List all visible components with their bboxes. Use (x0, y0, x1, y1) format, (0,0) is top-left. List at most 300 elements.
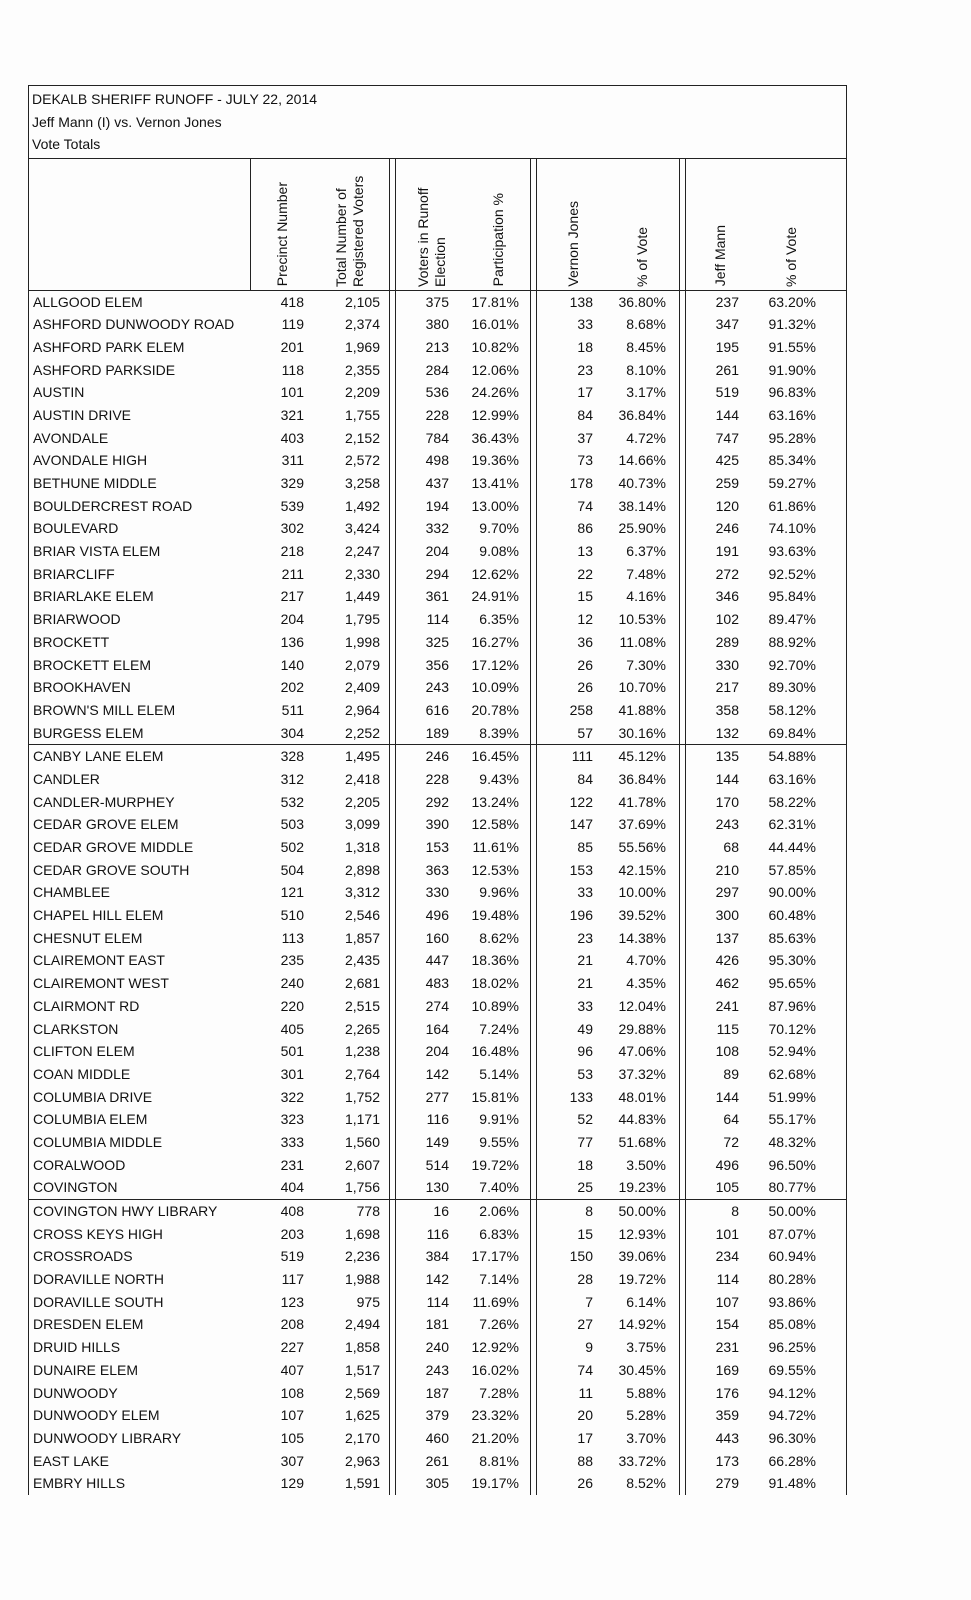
table-row (29, 404, 846, 427)
registered-voters: 2,546 (344, 907, 380, 924)
table-row (29, 1086, 846, 1109)
precinct-name: COAN MIDDLE (33, 1065, 131, 1082)
participation-pct: 7.40% (479, 1179, 519, 1196)
jones-pct: 37.69% (618, 816, 666, 833)
jones-pct: 4.16% (626, 588, 666, 605)
participation-pct: 13.41% (471, 475, 519, 491)
mann-pct: 91.48% (768, 1475, 816, 1492)
runoff-voters: 784 (425, 429, 449, 446)
jones-votes: 133 (569, 1088, 593, 1105)
registered-voters: 2,247 (344, 543, 380, 560)
mann-pct: 74.10% (768, 520, 816, 537)
registered-voters: 2,607 (344, 1156, 380, 1173)
runoff-voters: 181 (425, 1316, 449, 1333)
table-row (29, 1018, 846, 1041)
jones-votes: 33 (577, 884, 593, 901)
mann-pct: 95.30% (768, 952, 816, 969)
runoff-voters: 305 (425, 1475, 449, 1492)
runoff-voters: 243 (425, 679, 449, 696)
jones-pct: 25.90% (618, 520, 666, 537)
registered-voters: 2,572 (344, 452, 380, 469)
precinct-name: CHESNUT ELEM (33, 929, 143, 946)
participation-pct: 18.02% (471, 975, 519, 992)
jones-votes: 74 (577, 497, 593, 514)
jones-votes: 33 (577, 997, 593, 1014)
header-jones-pct: % of Vote (634, 226, 650, 287)
runoff-voters: 616 (425, 701, 449, 718)
precinct-number: 503 (280, 816, 304, 833)
table-row (29, 495, 846, 518)
mann-votes: 289 (715, 633, 739, 650)
runoff-voters: 361 (425, 588, 449, 605)
registered-voters: 3,424 (344, 520, 380, 537)
mann-votes: 261 (715, 361, 739, 378)
jones-votes: 150 (569, 1248, 593, 1265)
registered-voters: 1,591 (344, 1475, 380, 1492)
mann-votes: 154 (715, 1316, 739, 1333)
column-header-row (29, 159, 846, 291)
precinct-number: 113 (281, 929, 304, 946)
mann-votes: 8 (731, 1203, 739, 1219)
column-divider (685, 159, 686, 290)
participation-pct: 5.14% (479, 1065, 519, 1082)
precinct-name: COVINGTON HWY LIBRARY (33, 1203, 218, 1219)
precinct-number: 105 (280, 1429, 304, 1446)
jones-votes: 96 (577, 1043, 593, 1060)
table-body (29, 291, 846, 1495)
table-row (29, 1108, 846, 1131)
registered-voters: 1,238 (344, 1043, 380, 1060)
jones-pct: 30.16% (618, 724, 666, 741)
runoff-voters: 384 (425, 1248, 449, 1265)
participation-pct: 16.45% (471, 748, 519, 765)
runoff-voters: 277 (425, 1088, 449, 1105)
table-row (29, 449, 846, 472)
jones-pct: 7.30% (626, 656, 666, 673)
mann-pct: 88.92% (768, 633, 816, 650)
jones-votes: 33 (577, 316, 593, 333)
mann-votes: 241 (715, 997, 739, 1014)
table-row (29, 1427, 846, 1450)
mann-pct: 48.32% (768, 1133, 816, 1150)
mann-pct: 85.08% (768, 1316, 816, 1333)
table-row (29, 836, 846, 859)
mann-pct: 51.99% (768, 1088, 816, 1105)
jones-votes: 178 (569, 475, 593, 491)
precinct-name: DUNWOODY (33, 1384, 118, 1401)
jones-votes: 57 (577, 724, 593, 741)
precinct-number: 129 (280, 1475, 304, 1492)
title-block (29, 86, 846, 159)
jones-votes: 15 (577, 1225, 593, 1242)
participation-pct: 19.72% (471, 1156, 519, 1173)
participation-pct: 8.81% (479, 1452, 519, 1469)
runoff-voters: 447 (425, 952, 449, 969)
precinct-number: 407 (280, 1361, 304, 1378)
precinct-name: EMBRY HILLS (33, 1475, 126, 1492)
mann-votes: 72 (723, 1133, 739, 1150)
jones-votes: 28 (577, 1271, 593, 1288)
mann-votes: 279 (715, 1475, 739, 1492)
jones-pct: 6.14% (626, 1293, 666, 1310)
mann-votes: 237 (715, 293, 739, 310)
precinct-name: DRESDEN ELEM (33, 1316, 144, 1333)
precinct-name: COLUMBIA DRIVE (33, 1088, 153, 1105)
participation-pct: 18.36% (471, 952, 519, 969)
jones-pct: 4.70% (626, 952, 666, 969)
mann-pct: 70.12% (768, 1020, 816, 1037)
precinct-name: CEDAR GROVE ELEM (33, 816, 179, 833)
jones-votes: 73 (577, 452, 593, 469)
precinct-number: 218 (280, 543, 304, 560)
table-row (29, 540, 846, 563)
participation-pct: 20.78% (471, 701, 519, 718)
jones-votes: 7 (585, 1293, 593, 1310)
runoff-voters: 243 (425, 1361, 449, 1378)
registered-voters: 2,205 (344, 793, 380, 810)
precinct-name: ASHFORD PARK ELEM (33, 338, 185, 355)
jones-votes: 147 (569, 816, 593, 833)
precinct-number: 405 (280, 1020, 304, 1037)
column-divider (536, 159, 537, 290)
registered-voters: 2,265 (344, 1020, 380, 1037)
mann-votes: 137 (715, 929, 739, 946)
table-row (29, 927, 846, 950)
table-row (29, 1176, 846, 1200)
participation-pct: 13.24% (471, 793, 519, 810)
registered-voters: 1,857 (344, 929, 380, 946)
mann-pct: 92.70% (768, 656, 816, 673)
runoff-voters: 332 (425, 520, 449, 537)
precinct-number: 117 (281, 1271, 304, 1288)
runoff-voters: 116 (426, 1225, 449, 1242)
header-mann-pct: % of Vote (783, 226, 799, 287)
jones-pct: 50.00% (618, 1203, 666, 1219)
mann-pct: 55.17% (768, 1111, 816, 1128)
jones-pct: 39.52% (618, 907, 666, 924)
registered-voters: 2,355 (344, 361, 380, 378)
jones-votes: 25 (577, 1179, 593, 1196)
runoff-voters: 187 (425, 1384, 449, 1401)
precinct-number: 519 (280, 1248, 304, 1265)
precinct-name: ALLGOOD ELEM (33, 293, 143, 310)
table-row (29, 631, 846, 654)
participation-pct: 17.17% (471, 1248, 519, 1265)
jones-votes: 26 (577, 656, 593, 673)
registered-voters: 2,963 (344, 1452, 380, 1469)
mann-votes: 68 (723, 839, 739, 855)
jones-pct: 8.68% (626, 316, 666, 333)
precinct-name: DUNAIRE ELEM (33, 1361, 139, 1378)
jones-pct: 14.38% (618, 929, 666, 946)
registered-voters: 1,449 (344, 588, 380, 605)
jones-votes: 258 (569, 701, 593, 718)
runoff-voters: 153 (425, 839, 449, 855)
jones-pct: 6.37% (626, 543, 666, 560)
registered-voters: 2,494 (344, 1316, 380, 1333)
column-divider (530, 159, 531, 290)
participation-pct: 10.09% (471, 679, 519, 696)
mann-pct: 60.94% (768, 1248, 816, 1265)
mann-votes: 114 (716, 1271, 739, 1288)
registered-voters: 778 (356, 1203, 380, 1219)
jones-pct: 45.12% (618, 748, 666, 765)
jones-votes: 138 (569, 293, 593, 310)
participation-pct: 10.82% (471, 338, 519, 355)
precinct-name: DUNWOODY LIBRARY (33, 1429, 182, 1446)
mann-pct: 63.16% (768, 406, 816, 423)
participation-pct: 12.58% (471, 816, 519, 833)
precinct-number: 301 (280, 1065, 304, 1082)
table-row (29, 881, 846, 904)
jones-votes: 21 (577, 952, 593, 969)
precinct-number: 328 (280, 748, 304, 765)
registered-voters: 2,105 (344, 293, 380, 310)
jones-pct: 36.80% (618, 293, 666, 310)
table-row (29, 1063, 846, 1086)
jones-votes: 84 (577, 406, 593, 423)
table-row (29, 1359, 846, 1382)
participation-pct: 9.55% (479, 1133, 519, 1150)
precinct-name: CHAPEL HILL ELEM (33, 907, 164, 924)
jones-votes: 23 (577, 361, 593, 378)
precinct-name: CORALWOOD (33, 1156, 126, 1173)
jones-pct: 8.45% (626, 338, 666, 355)
registered-voters: 1,560 (344, 1133, 380, 1150)
mann-pct: 91.55% (768, 338, 816, 355)
precinct-name: BRIARLAKE ELEM (33, 588, 154, 605)
runoff-voters: 460 (425, 1429, 449, 1446)
registered-voters: 1,698 (344, 1225, 380, 1242)
jones-pct: 10.53% (618, 611, 666, 628)
jones-pct: 48.01% (618, 1088, 666, 1105)
table-row (29, 1245, 846, 1268)
mann-votes: 347 (715, 316, 739, 333)
precinct-name: BETHUNE MIDDLE (33, 475, 157, 491)
jones-pct: 3.75% (626, 1339, 666, 1356)
mann-votes: 115 (716, 1020, 739, 1037)
precinct-name: CROSS KEYS HIGH (33, 1225, 163, 1242)
jones-pct: 33.72% (618, 1452, 666, 1469)
mann-votes: 259 (715, 475, 739, 491)
precinct-name: CROSSROADS (33, 1248, 133, 1265)
mann-votes: 102 (715, 611, 739, 628)
table-row (29, 904, 846, 927)
jones-pct: 36.84% (618, 770, 666, 787)
precinct-name: CHAMBLEE (33, 884, 111, 901)
jones-pct: 41.88% (618, 701, 666, 718)
header-participation: Participation % (490, 193, 506, 287)
registered-voters: 1,318 (344, 839, 380, 855)
precinct-number: 408 (280, 1203, 304, 1219)
mann-pct: 96.30% (768, 1429, 816, 1446)
mann-pct: 80.28% (768, 1271, 816, 1288)
runoff-voters: 240 (425, 1339, 449, 1356)
precinct-name: BRIAR VISTA ELEM (33, 543, 161, 560)
precinct-name: CEDAR GROVE SOUTH (33, 861, 190, 878)
precinct-number: 532 (280, 793, 304, 810)
mann-pct: 92.52% (768, 565, 816, 582)
precinct-name: ASHFORD DUNWOODY ROAD (33, 316, 235, 333)
mann-votes: 173 (715, 1452, 739, 1469)
participation-pct: 6.83% (479, 1225, 519, 1242)
jones-votes: 22 (577, 565, 593, 582)
precinct-number: 240 (280, 975, 304, 992)
precinct-name: CLAIREMONT EAST (33, 952, 165, 969)
runoff-voters: 246 (425, 748, 449, 765)
runoff-voters: 194 (425, 497, 449, 514)
precinct-name: AUSTIN (33, 384, 85, 401)
registered-voters: 1,858 (344, 1339, 380, 1356)
precinct-number: 204 (280, 611, 304, 628)
jones-votes: 23 (577, 929, 593, 946)
precinct-number: 123 (280, 1293, 304, 1310)
registered-voters: 2,236 (344, 1248, 380, 1265)
participation-pct: 16.02% (471, 1361, 519, 1378)
jones-pct: 7.48% (626, 565, 666, 582)
table-row (29, 654, 846, 677)
mann-pct: 62.68% (768, 1065, 816, 1082)
mann-pct: 66.28% (768, 1452, 816, 1469)
mann-votes: 297 (715, 884, 739, 901)
precinct-name: BOULEVARD (33, 520, 119, 537)
registered-voters: 2,681 (344, 975, 380, 992)
jones-votes: 26 (577, 679, 593, 696)
runoff-voters: 284 (425, 361, 449, 378)
table-row (29, 313, 846, 336)
precinct-number: 203 (280, 1225, 304, 1242)
precinct-number: 201 (280, 338, 304, 355)
precinct-number: 121 (280, 884, 304, 901)
participation-pct: 9.43% (479, 770, 519, 787)
precinct-number: 321 (280, 406, 304, 423)
jones-votes: 111 (571, 748, 593, 765)
jones-pct: 42.15% (618, 861, 666, 878)
runoff-voters: 496 (425, 907, 449, 924)
runoff-voters: 292 (425, 793, 449, 810)
table-row (29, 768, 846, 791)
runoff-voters: 114 (426, 611, 449, 628)
mann-votes: 210 (715, 861, 739, 878)
jones-votes: 122 (569, 793, 593, 810)
mann-pct: 95.28% (768, 429, 816, 446)
runoff-voters: 437 (425, 475, 449, 491)
table-row (29, 813, 846, 836)
jones-pct: 55.56% (618, 839, 666, 855)
table-row (29, 1382, 846, 1405)
registered-voters: 2,569 (344, 1384, 380, 1401)
precinct-name: BROCKETT (33, 633, 110, 650)
registered-voters: 1,988 (344, 1271, 380, 1288)
mann-pct: 87.96% (768, 997, 816, 1014)
runoff-voters: 274 (425, 997, 449, 1014)
table-row (29, 1313, 846, 1336)
table-row (29, 585, 846, 608)
precinct-name: EAST LAKE (33, 1452, 110, 1469)
table-row (29, 1268, 846, 1291)
race-subtitle: Jeff Mann (I) vs. Vernon Jones (32, 113, 222, 130)
mann-pct: 93.86% (768, 1293, 816, 1310)
table-row (29, 1200, 846, 1223)
precinct-number: 504 (280, 861, 304, 878)
jones-votes: 15 (577, 588, 593, 605)
precinct-number: 404 (280, 1179, 304, 1196)
mann-pct: 89.30% (768, 679, 816, 696)
mann-votes: 496 (715, 1156, 739, 1173)
jones-pct: 14.92% (618, 1316, 666, 1333)
precinct-number: 304 (280, 724, 304, 741)
runoff-voters: 356 (425, 656, 449, 673)
table-row (29, 1450, 846, 1473)
table-row (29, 972, 846, 995)
table-row (29, 722, 846, 746)
mann-pct: 91.90% (768, 361, 816, 378)
jones-votes: 36 (577, 633, 593, 650)
precinct-number: 418 (280, 293, 304, 310)
runoff-voters: 228 (425, 770, 449, 787)
participation-pct: 12.06% (471, 361, 519, 378)
mann-pct: 61.86% (768, 497, 816, 514)
table-row (29, 472, 846, 495)
mann-votes: 135 (715, 748, 739, 765)
runoff-voters: 160 (425, 929, 449, 946)
runoff-voters: 514 (425, 1156, 449, 1173)
mann-pct: 54.88% (768, 748, 816, 765)
jones-pct: 40.73% (618, 475, 666, 491)
mann-votes: 108 (715, 1043, 739, 1060)
mann-votes: 359 (715, 1407, 739, 1424)
jones-pct: 12.04% (618, 997, 666, 1014)
participation-pct: 7.28% (479, 1384, 519, 1401)
runoff-voters: 390 (425, 816, 449, 833)
runoff-voters: 142 (425, 1065, 449, 1082)
table-row (29, 381, 846, 404)
registered-voters: 1,969 (344, 338, 380, 355)
jones-votes: 18 (577, 338, 593, 355)
mann-votes: 246 (715, 520, 739, 537)
runoff-voters: 204 (425, 1043, 449, 1060)
mann-votes: 231 (715, 1339, 739, 1356)
jones-votes: 53 (577, 1065, 593, 1082)
mann-pct: 58.12% (768, 701, 816, 718)
runoff-voters: 363 (425, 861, 449, 878)
jones-pct: 12.93% (618, 1225, 666, 1242)
header-precinct-number: Precinct Number (274, 182, 290, 287)
jones-votes: 12 (577, 611, 593, 628)
runoff-voters: 204 (425, 543, 449, 560)
participation-pct: 10.89% (471, 997, 519, 1014)
precinct-name: CANDLER-MURPHEY (33, 793, 175, 810)
jones-pct: 3.50% (626, 1156, 666, 1173)
table-row (29, 608, 846, 631)
jones-pct: 8.52% (626, 1475, 666, 1492)
precinct-name: BROOKHAVEN (33, 679, 131, 696)
precinct-name: CLAIRMONT RD (33, 997, 140, 1014)
registered-voters: 1,625 (344, 1407, 380, 1424)
mann-votes: 170 (715, 793, 739, 810)
precinct-number: 136 (280, 633, 304, 650)
jones-pct: 14.66% (618, 452, 666, 469)
mann-votes: 346 (715, 588, 739, 605)
runoff-voters: 261 (425, 1452, 449, 1469)
jones-pct: 3.70% (626, 1429, 666, 1446)
mann-votes: 217 (715, 679, 739, 696)
participation-pct: 19.48% (471, 907, 519, 924)
column-divider (679, 159, 680, 290)
jones-votes: 17 (577, 384, 593, 401)
registered-voters: 3,258 (344, 475, 380, 491)
table-row (29, 1131, 846, 1154)
